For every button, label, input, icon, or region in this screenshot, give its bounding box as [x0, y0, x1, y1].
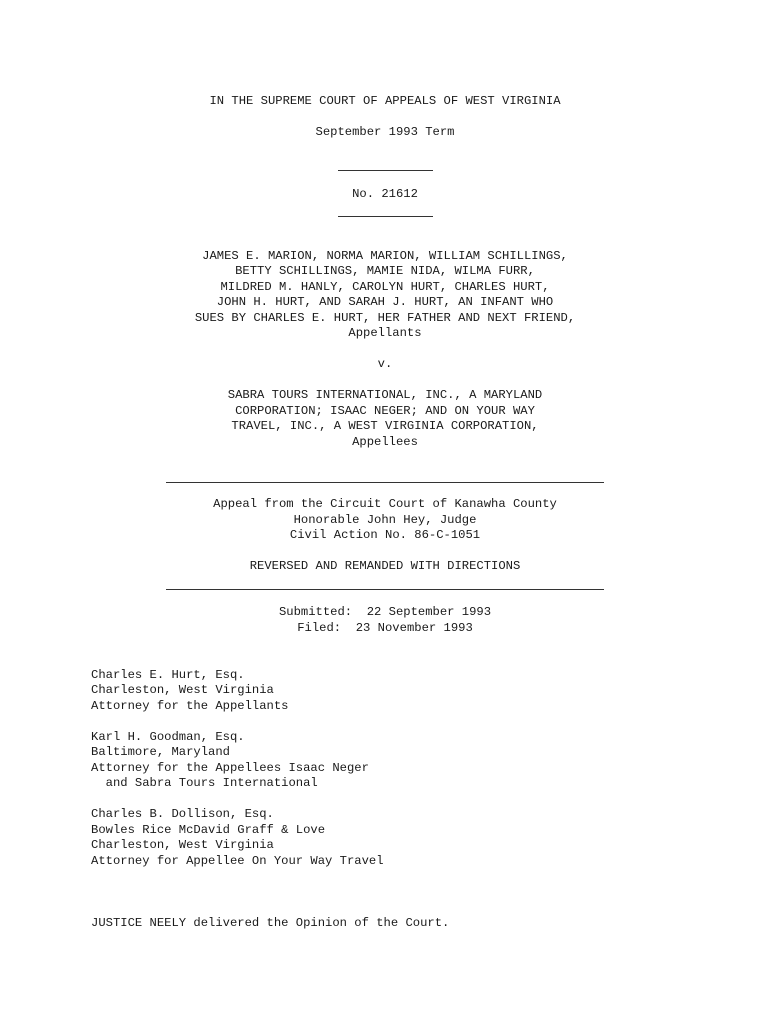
appellees-line: SABRA TOURS INTERNATIONAL, INC., A MARYLAND [227, 388, 543, 402]
attorney-line: Baltimore, Maryland [91, 745, 230, 759]
attorney-line: Charles B. Dollison, Esq. [91, 807, 274, 821]
short-rule-bottom [338, 216, 433, 217]
short-rule-top [338, 170, 433, 171]
court-title: IN THE SUPREME COURT OF APPEALS OF WEST VIRGINIA [209, 94, 561, 108]
long-rule-top [166, 482, 604, 483]
attorney-line: and Sabra Tours International [91, 776, 318, 790]
opinion-statement: JUSTICE NEELY delivered the Opinion of the Court. [91, 916, 450, 930]
versus-label: v. [377, 357, 393, 371]
filed-date: Filed: 23 November 1993 [297, 621, 473, 635]
attorney-line: Karl H. Goodman, Esq. [91, 730, 245, 744]
attorney-line: Bowles Rice McDavid Graff & Love [91, 823, 326, 837]
appellants-label: Appellants [348, 326, 422, 340]
long-rule-bottom [166, 589, 604, 590]
submitted-date: Submitted: 22 September 1993 [278, 605, 492, 619]
attorney-line: Attorney for Appellee On Your Way Travel [91, 854, 384, 868]
attorney-line: Charleston, West Virginia [91, 683, 274, 697]
appellants-line: JAMES E. MARION, NORMA MARION, WILLIAM SCHILLINGS, [202, 249, 568, 263]
term-label: September 1993 Term [315, 125, 455, 139]
attorney-line: Attorney for the Appellants [91, 699, 289, 713]
attorney-line: Attorney for the Appellees Isaac Neger [91, 761, 369, 775]
disposition: REVERSED AND REMANDED WITH DIRECTIONS [249, 559, 521, 573]
appellants-line: BETTY SCHILLINGS, MAMIE NIDA, WILMA FURR, [235, 264, 535, 278]
appeal-from: Appeal from the Circuit Court of Kanawha County [213, 497, 557, 511]
case-number: No. 21612 [352, 187, 418, 201]
attorney-line: Charles E. Hurt, Esq. [91, 668, 245, 682]
judge-name: Honorable John Hey, Judge [293, 513, 477, 527]
appellants-line: SUES BY CHARLES E. HURT, HER FATHER AND NEXT FRIEND, [194, 311, 576, 325]
appellants-line: JOHN H. HURT, AND SARAH J. HURT, AN INFANT WHO [216, 295, 554, 309]
appellants-line: MILDRED M. HANLY, CAROLYN HURT, CHARLES HURT, [220, 280, 550, 294]
attorney-line: Charleston, West Virginia [91, 838, 274, 852]
appellees-line: TRAVEL, INC., A WEST VIRGINIA CORPORATION, [231, 419, 539, 433]
appellees-line: CORPORATION; ISAAC NEGER; AND ON YOUR WAY [235, 404, 535, 418]
civil-action-number: Civil Action No. 86-C-1051 [289, 528, 481, 542]
appellees-label: Appellees [352, 435, 418, 449]
